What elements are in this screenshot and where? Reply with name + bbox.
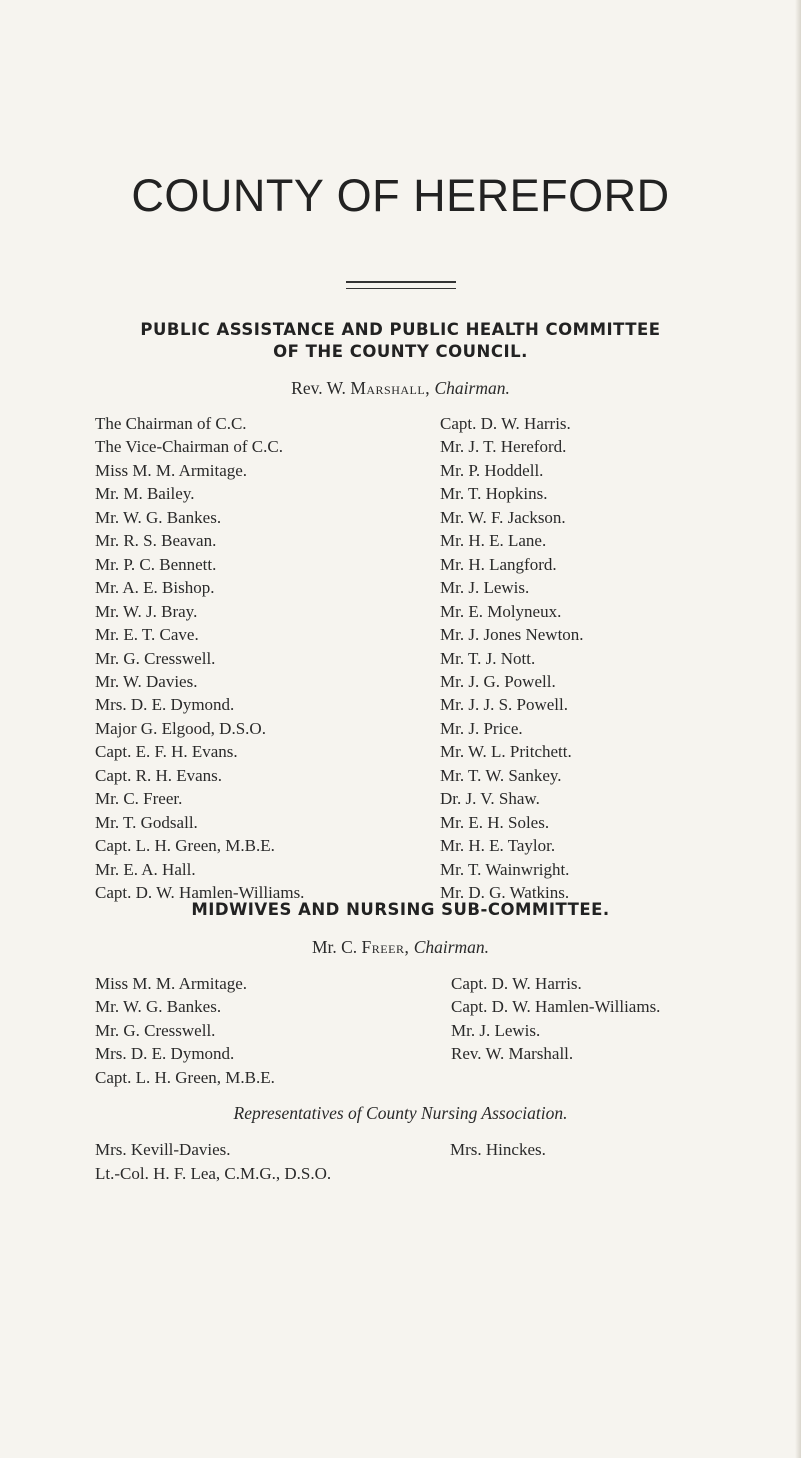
member: Mr. M. Bailey. — [95, 484, 195, 504]
member: Mr. P. C. Bennett. — [95, 554, 217, 574]
member: Mr. J. Lewis. — [440, 578, 530, 598]
chair-role: Chairman. — [413, 937, 490, 957]
member: Capt. R. H. Evans. — [95, 765, 223, 785]
member: Mr. J. J. S. Powell. — [440, 695, 568, 715]
representative: Mrs. Hinckes. — [450, 1140, 546, 1159]
member: Mr. J. G. Powell. — [440, 671, 556, 691]
member: Capt. L. H. Green, M.B.E. — [95, 836, 275, 856]
member: Mr. G. Cresswell. — [95, 648, 216, 668]
member: Dr. J. V. Shaw. — [440, 789, 540, 809]
member: Mr. E. H. Soles. — [440, 812, 550, 832]
representatives-heading: Representatives of County Nursing Association. — [233, 1103, 568, 1123]
member: The Chairman of C.C. — [95, 414, 247, 433]
member: Mr. T. Wainwright. — [440, 859, 570, 879]
member: Capt. L. H. Green, M.B.E. — [95, 1067, 275, 1087]
chair-prefix: Mr. C. — [311, 937, 358, 957]
representative: Mrs. Kevill-Davies. — [95, 1140, 231, 1159]
member: Capt. D. W. Harris. — [440, 414, 571, 433]
member: Mr. J. T. Hereford. — [440, 437, 567, 457]
representative: Lt.-Col. H. F. Lea, C.M.G., D.S.O. — [95, 1163, 332, 1183]
member: Mr. T. J. Nott. — [440, 648, 536, 668]
page-title: COUNTY OF HEREFORD — [131, 170, 670, 221]
member: Mr. G. Cresswell. — [95, 1020, 216, 1040]
member: Mr. W. L. Pritchett. — [440, 742, 572, 762]
member: Mr. J. Price. — [440, 718, 523, 738]
member: Mr. W. G. Bankes. — [95, 507, 222, 527]
chair-prefix: Rev. W. — [291, 378, 346, 398]
member: Mr. T. Hopkins. — [440, 484, 548, 504]
chair-name: Marshall, — [350, 378, 431, 398]
member: Mr. J. Lewis. — [451, 1020, 541, 1040]
member: Major G. Elgood, D.S.O. — [95, 718, 266, 738]
member: Mr. E. Molyneux. — [440, 601, 562, 621]
member: Mr. R. S. Beavan. — [95, 531, 217, 551]
member: Mr. H. E. Lane. — [440, 531, 547, 551]
member: Miss M. M. Armitage. — [95, 460, 248, 480]
member: Mr. W. Davies. — [95, 671, 198, 691]
member: Mr. E. T. Cave. — [95, 625, 199, 645]
member: Mr. H. Langford. — [440, 554, 557, 574]
representatives-right — [450, 1138, 546, 1162]
member: Mr. W. G. Bankes. — [95, 997, 222, 1017]
member: Mr. T. W. Sankey. — [440, 765, 562, 785]
member: Mr. H. E. Taylor. — [440, 836, 556, 856]
member: Mr. C. Freer. — [95, 789, 183, 809]
member: Capt. D. W. Hamlen-Williams. — [95, 883, 305, 903]
member: Mrs. D. E. Dymond. — [95, 1044, 235, 1064]
member: Mr. P. Hoddell. — [440, 460, 544, 480]
member: Mr. J. Jones Newton. — [440, 625, 584, 645]
committee-chair-line — [0, 378, 801, 399]
chair-role: Chairman. — [434, 378, 510, 398]
member: Mr. D. G. Watkins. — [440, 883, 570, 903]
chair-name: Freer, — [361, 937, 410, 957]
page-edge-shadow — [795, 0, 801, 1458]
member: Rev. W. Marshall. — [451, 1044, 574, 1064]
member: Mr. T. Godsall. — [95, 812, 198, 832]
representatives-left — [95, 1138, 331, 1185]
member: Capt. D. W. Harris. — [451, 974, 582, 993]
subcommittee-members-right — [451, 972, 660, 1066]
member: Miss M. M. Armitage. — [95, 974, 248, 993]
member: Mr. A. E. Bishop. — [95, 578, 215, 598]
member: Capt. E. F. H. Evans. — [95, 742, 238, 762]
committee-heading: PUBLIC ASSISTANCE AND PUBLIC HEALTH COMMITTEE — [140, 320, 661, 339]
subcommittee-heading: MIDWIVES AND NURSING SUB-COMMITTEE. — [191, 900, 610, 919]
member: Mr. E. A. Hall. — [95, 859, 196, 879]
member: Mrs. D. E. Dymond. — [95, 695, 235, 715]
member: Capt. D. W. Hamlen-Williams. — [451, 997, 661, 1017]
member: Mr. W. F. Jackson. — [440, 507, 566, 527]
title-rule-thick — [346, 281, 456, 283]
subcommittee-members-left — [95, 972, 275, 1089]
committee-subheading: OF THE COUNTY COUNCIL. — [273, 342, 528, 361]
member: Mr. W. J. Bray. — [95, 601, 198, 621]
committee-members-left — [95, 412, 304, 905]
committee-members-right — [440, 412, 584, 905]
subcommittee-chair-line — [0, 937, 801, 958]
title-rule-thin — [346, 288, 456, 289]
member: The Vice-Chairman of C.C. — [95, 437, 283, 457]
